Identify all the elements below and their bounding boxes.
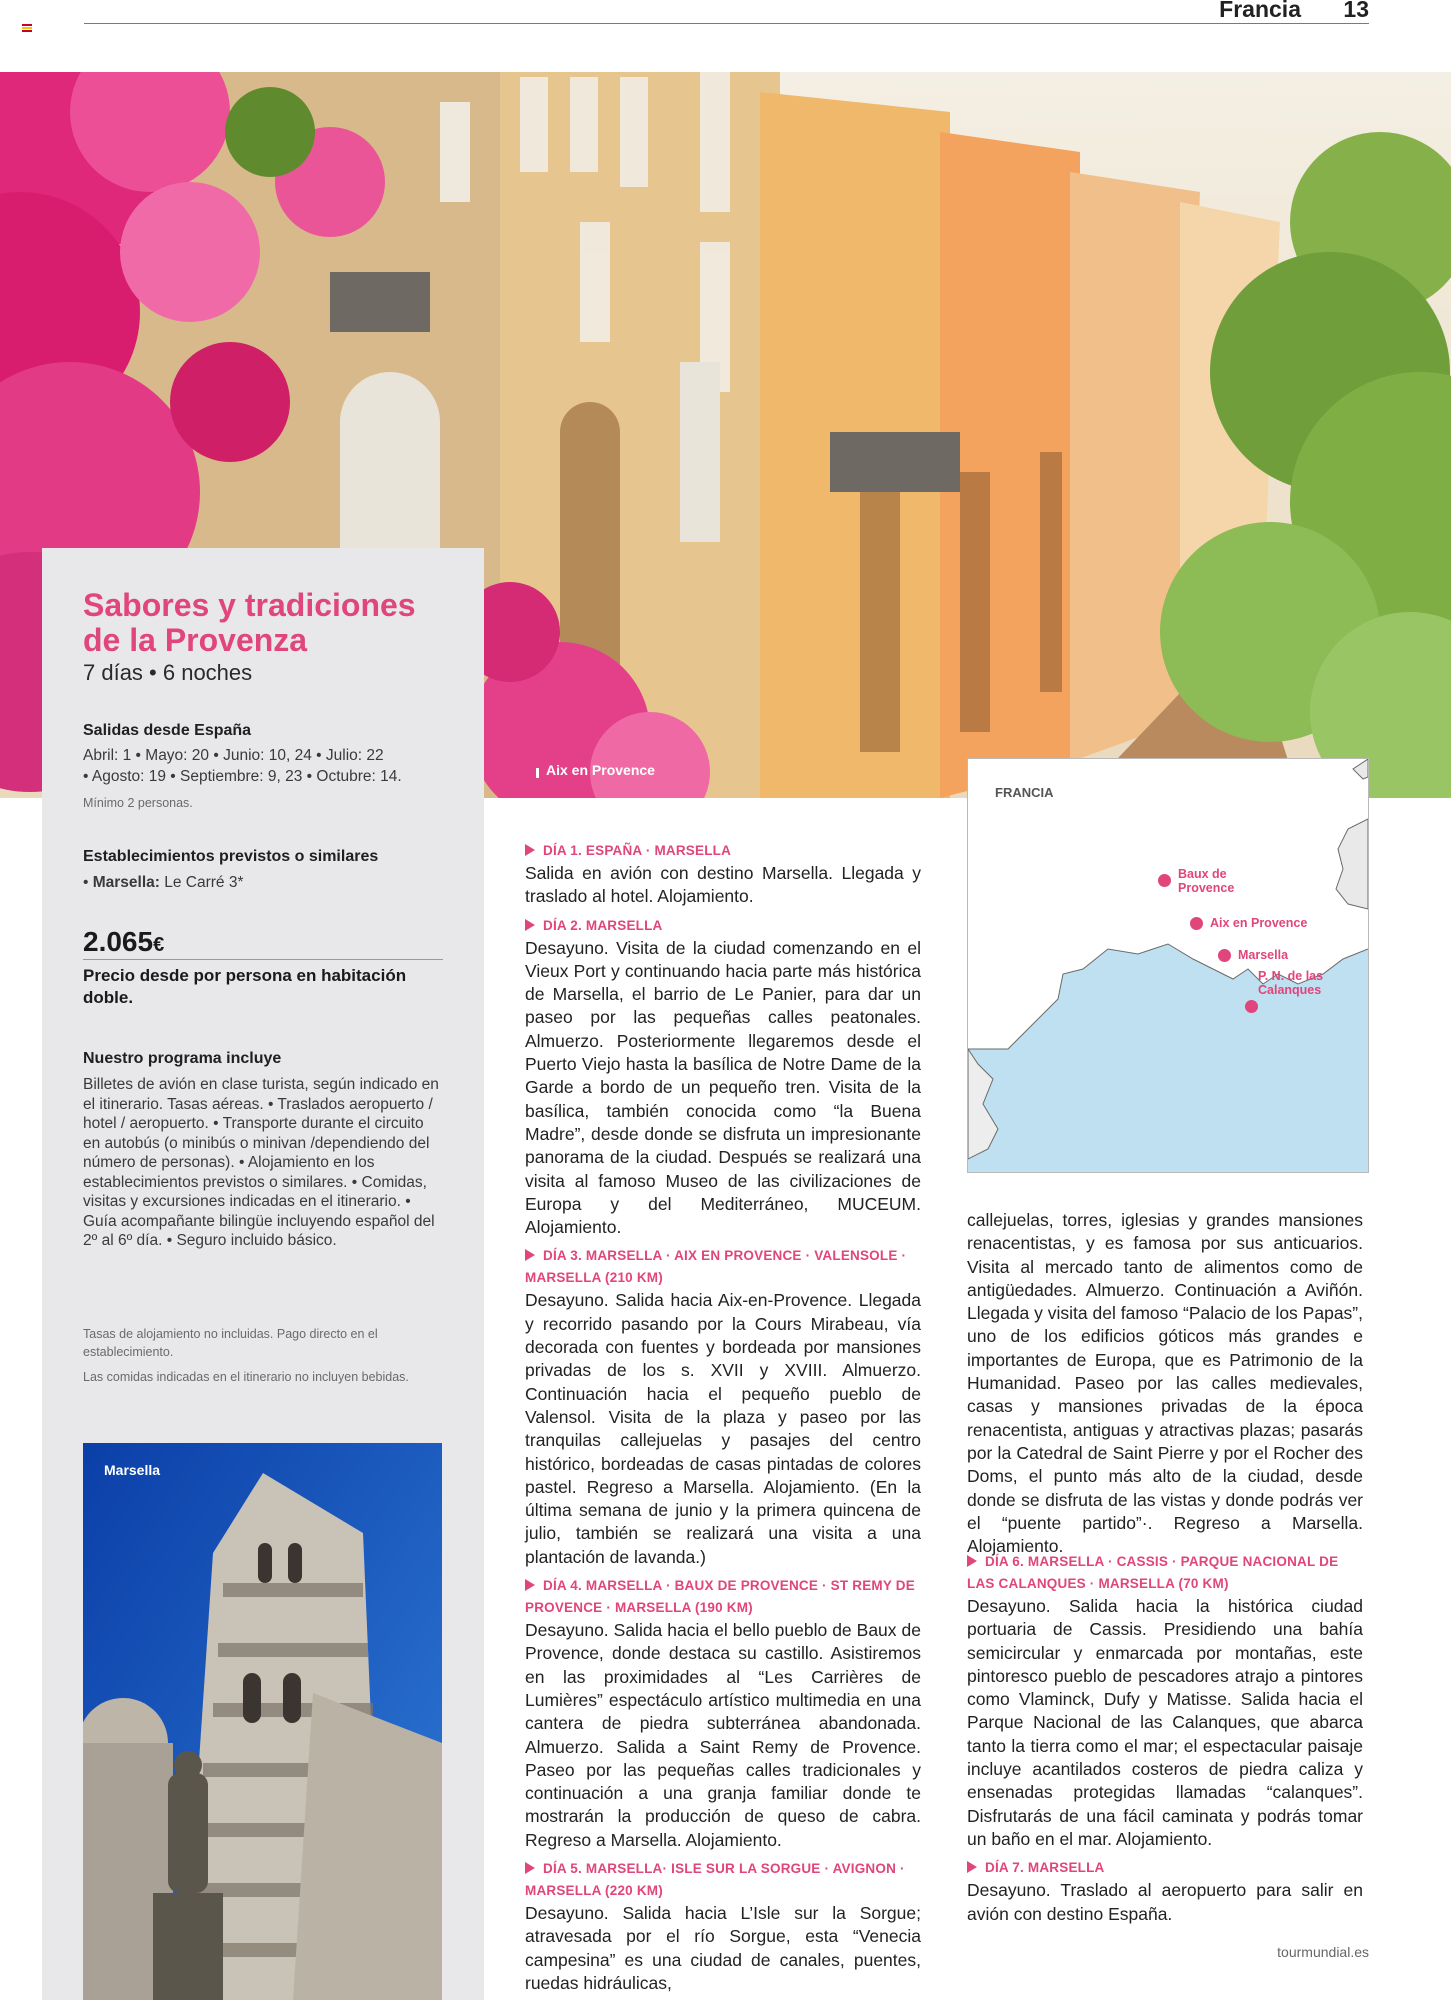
page-number: 13	[1343, 0, 1369, 22]
day-1-heading: DÍA 1. ESPAÑA · MARSELLA	[525, 840, 921, 862]
tour-title-line2: de la Provenza	[83, 622, 308, 658]
day-5-text: Desayuno. Salida hacia L’Isle sur la Sorgue; atravesada por el río Sorgue, esta “Venecia campesina” es una ciudad de canales, puentes, ruedas hidráulicas,	[525, 1902, 921, 1993]
price-note: Precio desde por persona en habitación doble.	[83, 966, 407, 1007]
hotel-city: Marsella:	[92, 874, 160, 891]
price-divider	[83, 959, 443, 960]
marsella-photo	[83, 1443, 442, 2000]
tour-title-line1: Sabores y tradiciones	[83, 587, 416, 623]
hero-caption: Aix en Provence	[546, 762, 655, 778]
day-2-text: Desayuno. Visita de la ciudad comenzando en el Vieux Port y continuando hacia parte más histórica de Marsella, el barrio de Le Panier, para dar un paseo por las pequeñas calles peatonales. Almuerzo. Posteriormente llegaremos desde el Puerto Viejo hasta la basílica de Notre Dame de la Garde a bordo de un pequeño tren. Visita de la basílica, también conocida como “la Buena Madre”, desde donde se disfruta un impresionante panorama de la ciudad. Después se realizará una visita al famoso Museo de las civilizaciones de Europa y del Mediterráneo, MUCEUM. Alojamiento.	[525, 937, 921, 1238]
day-3-heading: DÍA 3. MARSELLA · AIX EN PROVENCE · VALENSOLE · MARSELLA (210 KM)	[525, 1248, 907, 1286]
itinerary-column-1	[525, 834, 921, 1995]
day-3-text: Desayuno. Salida hacia Aix-en-Provence. Llegada y recorrido pasando por la Cours Mirabeau, vía decorada con fuentes y bordeada por mansiones privadas de los s. XVII y XVIII. Almuerzo. Continuación hacia el pequeño pueblo de Valensol. Visita de la plaza y paseo por las tranquilas callejuelas y pasajes del centro histórico, bordeadas de casas pintadas de colores pastel. Regreso a Marsella. Alojamiento. (En la última semana de junio y la primera quincena de julio, también se realizará una visita a una plantación de lavanda.)	[525, 1290, 921, 1567]
day-bullet-icon	[967, 1861, 977, 1873]
minimum-persons: Mínimo 2 personas.	[83, 796, 193, 810]
route-map	[967, 758, 1369, 1173]
day-bullet-icon	[525, 844, 535, 856]
map-label-baux: Baux de Provence	[1178, 867, 1235, 895]
hotels-heading: Establecimientos previstos o similares	[83, 848, 379, 865]
includes-text: Billetes de avión en clase turista, según indicado en el itinerario. Tasas aéreas. • Traslados aeropuerto / hotel / aeropuerto. • Transporte durante el circuito en autobús (o minibús o minivan /dependiendo del número de personas). • Alojamiento en los establecimientos previstos o similares. • Comidas, visitas y excursiones indicadas en el itinerario. • Guía acompañante bilingüe incluyendo español del 2º al 6º día. • Seguro incluido básico.	[83, 1076, 439, 1249]
day-7-text: Desayuno. Traslado al aeropuerto para salir en avión con destino España.	[967, 1880, 1363, 1924]
day-bullet-icon	[967, 1555, 977, 1567]
map-marker	[1245, 1000, 1258, 1013]
day-6-heading: DÍA 6. MARSELLA · CASSIS · PARQUE NACIONAL DE LAS CALANQUES · MARSELLA (70 KM)	[967, 1554, 1339, 1591]
map-label-calanques: P. N. de las Calanques	[1258, 969, 1324, 997]
day-bullet-icon	[525, 1862, 535, 1874]
day-4-text: Desayuno. Salida hacia el bello pueblo de Baux de Provence, donde destaca su castillo. Asistiremos en las proximidades al “Les Carrières de Lumières” espectáculo artístico multimedia en una cantera de piedra subterránea abandonada. Almuerzo. Salida a Saint Remy de Provence. Paseo por las pequeñas calles tradicionales y continuación a una granja familiar donde te mostrarán la producción de queso de cabra. Regreso a Marsella. Alojamiento.	[525, 1620, 921, 1850]
includes-heading: Nuestro programa incluye	[83, 1050, 282, 1067]
day-bullet-icon	[525, 1579, 535, 1591]
day-6-text: Desayuno. Salida hacia la histórica ciudad portuaria de Cassis. Presidiendo una bahía semicircular y enmarcada por montañas, este pintoresco pueblo de pescadores atrajo a pintores como Vlaminck, Dufy y Matisse. Salida hacia el Parque Nacional de las Calanques, que abarca tanto la tierra como el mar; el espectacular paisaje incluye acantilados costeros de piedra caliza y ensenadas protegidas llamadas “calanques”. Disfrutarás de una fácil caminata y podrás tomar un baño en el mar. Alojamiento.	[967, 1596, 1363, 1849]
footer-site[interactable]: tourmundial.es	[1277, 1944, 1369, 1960]
day-bullet-icon	[525, 919, 535, 931]
header-divider	[84, 23, 1369, 24]
map-label-aix: Aix en Provence	[1210, 916, 1308, 930]
map-marker	[1158, 874, 1171, 887]
day-1-text: Salida en avión con destino Marsella. Llegada y traslado al hotel. Alojamiento.	[525, 863, 921, 907]
caption-marker	[536, 768, 539, 778]
itinerary-column-2	[967, 1209, 1363, 1558]
price-currency: €	[153, 934, 165, 956]
departures-line1: Abril: 1 • Mayo: 20 • Junio: 10, 24 • Julio: 22	[83, 747, 384, 764]
map-marker	[1190, 917, 1203, 930]
hotel-name: Le Carré 3*	[164, 874, 244, 891]
departures-heading: Salidas desde España	[83, 722, 252, 739]
hotel-item: • Marsella: Le Carré 3*	[83, 874, 244, 891]
section-title: Francia	[1219, 0, 1301, 22]
note-taxes: Tasas de alojamiento no incluidas. Pago directo en el establecimiento.	[83, 1327, 378, 1359]
day-7-heading: DÍA 7. MARSELLA	[967, 1857, 1363, 1879]
flag-icon	[22, 24, 32, 32]
price-value: 2.065	[83, 926, 154, 957]
map-country-label: FRANCIA	[995, 785, 1054, 800]
note-meals: Las comidas indicadas en el itinerario no incluyen bebidas.	[83, 1370, 409, 1384]
itinerary-column-2-bottom	[967, 1545, 1363, 1926]
map-marker	[1218, 949, 1231, 962]
day-2-heading: DÍA 2. MARSELLA	[525, 915, 921, 937]
day-bullet-icon	[525, 1249, 535, 1261]
tour-title	[83, 588, 473, 658]
day-5-continued: callejuelas, torres, iglesias y grandes mansiones renacentistas, y es famosa por sus anticuarios. Visita al mercado tanto de alimentos como de antigüedades. Almuerzo. Continuación a Aviñón. Llegada y visita del famoso “Palacio de los Papas”, uno de los edificios góticos más grandes e importantes de Europa, que es Patrimonio de la Humanidad. Paseo por las calles medievales, casas y mansiones privadas de la época renacentista, antiguas y atractivas plazas; pasarás por la Catedral de Saint Pierre y por el Rocher des Doms, el punto más alto de la ciudad, desde donde se disfruta de las vistas y donde podrás ver el “puente partido”·. Regreso a Marsella. Alojamiento.	[967, 1210, 1363, 1557]
departures-line2: • Agosto: 19 • Septiembre: 9, 23 • Octubre: 14.	[83, 768, 402, 785]
marsella-caption: Marsella	[104, 1462, 161, 1478]
tour-duration: 7 días • 6 noches	[83, 660, 253, 685]
map-label-marsella: Marsella	[1238, 948, 1289, 962]
day-4-heading: DÍA 4. MARSELLA · BAUX DE PROVENCE · ST REMY DE PROVENCE · MARSELLA (190 KM)	[525, 1578, 915, 1616]
day-5-heading: DÍA 5. MARSELLA· ISLE SUR LA SORGUE · AVIGNON · MARSELLA (220 KM)	[525, 1860, 905, 1898]
price	[83, 926, 164, 958]
